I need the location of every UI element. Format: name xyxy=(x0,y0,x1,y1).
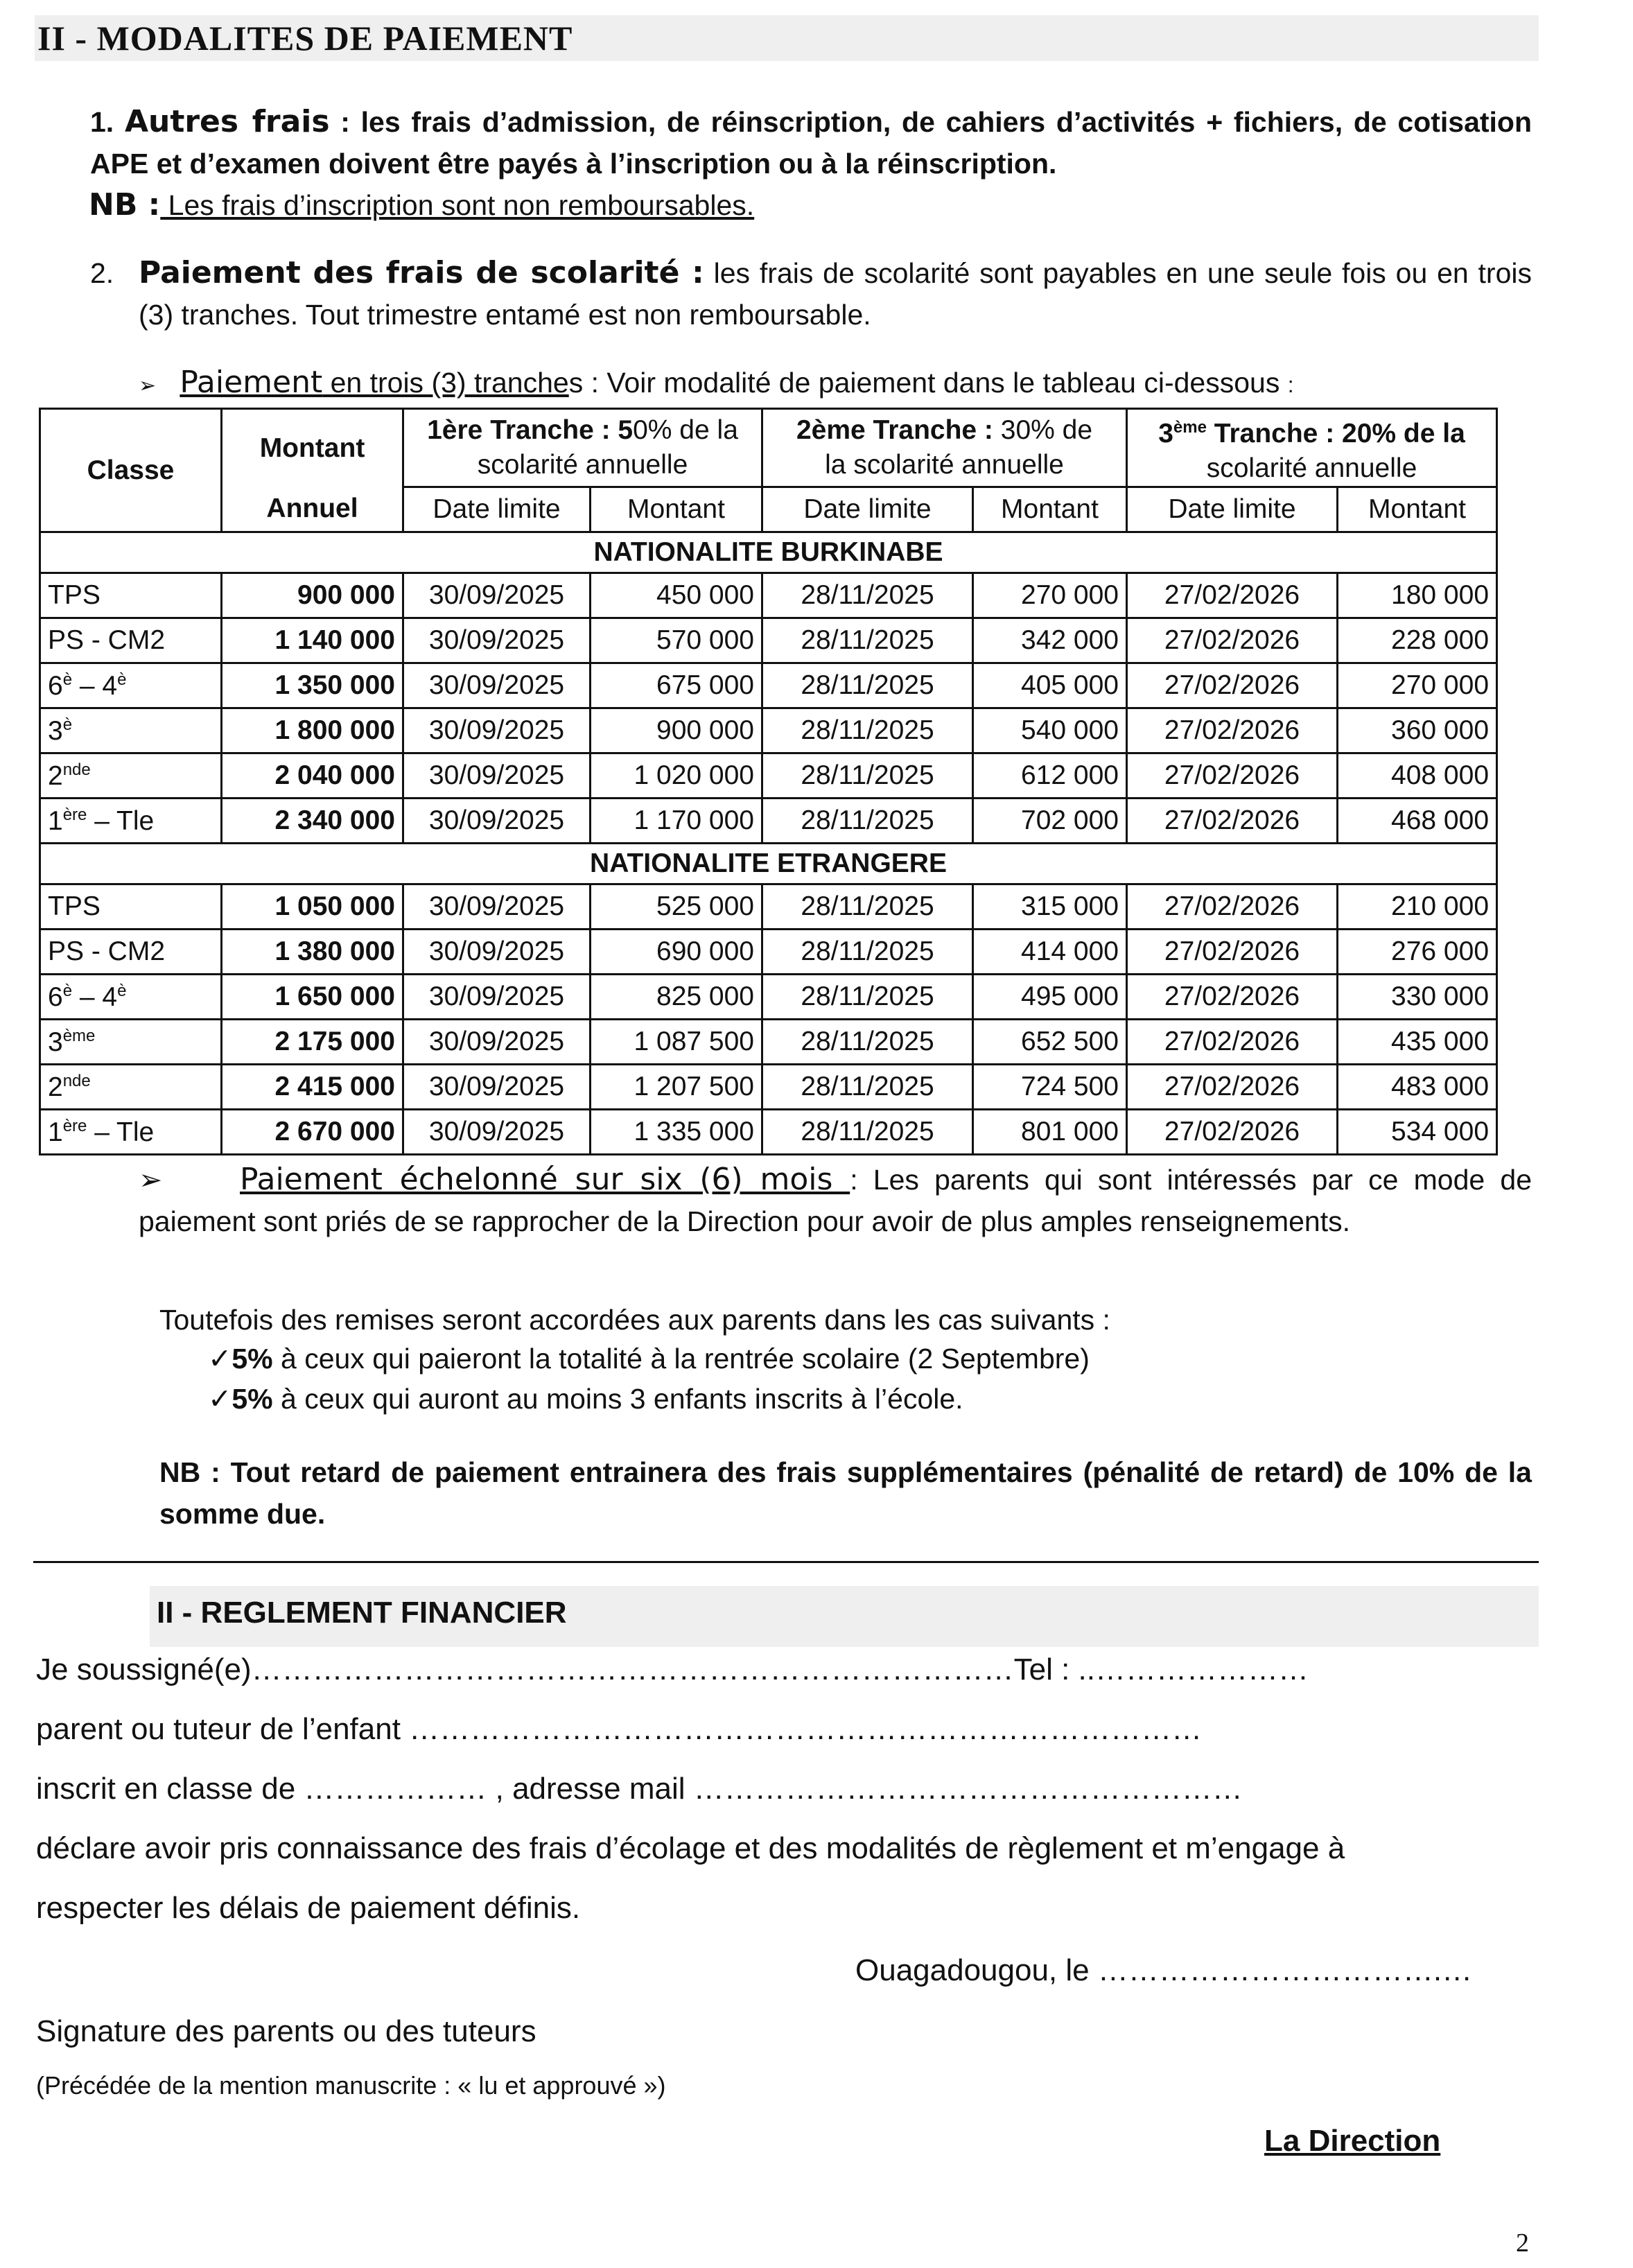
cell-classe xyxy=(40,975,222,1020)
cell-classe xyxy=(40,753,222,799)
header-montant-sub: Montant xyxy=(591,487,762,532)
cell-classe xyxy=(40,573,222,618)
header-tranche-3 xyxy=(1127,409,1497,487)
cell-montant-annuel: 2 670 000 xyxy=(222,1110,403,1155)
bullet-text: : Les parents qui sont intéressés par ce mode de paiement sont priés de se rapprocher de la Direction pour avoir de plus amples renseignements. xyxy=(139,1164,1532,1237)
classe-text: PS - CM2 xyxy=(48,936,166,966)
cell-classe xyxy=(40,884,222,930)
classe-sup: è xyxy=(62,715,73,734)
classe-text: TPS xyxy=(48,580,101,610)
cell-montant-2: 342 000 xyxy=(973,618,1127,663)
classe-sup: ème xyxy=(62,1026,96,1045)
cell-montant-2: 270 000 xyxy=(973,573,1127,618)
cell-date-limite-1: 30/09/2025 xyxy=(403,618,591,663)
classe-text: 6 xyxy=(48,670,63,701)
cell-classe xyxy=(40,663,222,708)
header-tranche-1-label: 1ère Tranche : 5 xyxy=(427,415,634,445)
cell-date-limite-2: 28/11/2025 xyxy=(762,930,973,975)
cell-montant-1: 450 000 xyxy=(591,573,762,618)
header-date-limite: Date limite xyxy=(1127,487,1338,532)
cell-date-limite-1: 30/09/2025 xyxy=(403,753,591,799)
classe-text: TPS xyxy=(48,891,101,921)
cell-date-limite-1: 30/09/2025 xyxy=(403,884,591,930)
item-colon: : xyxy=(329,106,350,138)
table-row xyxy=(40,753,1497,799)
item-number: 1. xyxy=(90,106,114,138)
cell-date-limite-3: 27/02/2026 xyxy=(1127,618,1338,663)
cell-date-limite-1: 30/09/2025 xyxy=(403,1020,591,1065)
cell-montant-1: 675 000 xyxy=(591,663,762,708)
cell-montant-annuel: 900 000 xyxy=(222,573,403,618)
cell-date-limite-3: 27/02/2026 xyxy=(1127,1110,1338,1155)
cell-date-limite-3: 27/02/2026 xyxy=(1127,799,1338,844)
cell-montant-3: 228 000 xyxy=(1338,618,1497,663)
item-text: les frais de scolarité sont payables en une seule fois ou en trois (3) tranches. Tout trimestre entamé est non remboursable. xyxy=(139,257,1532,331)
table-row xyxy=(40,930,1497,975)
cell-classe xyxy=(40,930,222,975)
cell-date-limite-2: 28/11/2025 xyxy=(762,708,973,753)
form-line-parent: parent ou tuteur de l’enfant …………………………………………………………………… xyxy=(36,1712,1203,1746)
cell-montant-1: 1 207 500 xyxy=(591,1065,762,1110)
cell-montant-1: 900 000 xyxy=(591,708,762,753)
header-annuel: Annuel xyxy=(222,487,403,532)
cell-date-limite-1: 30/09/2025 xyxy=(403,975,591,1020)
cell-date-limite-2: 28/11/2025 xyxy=(762,975,973,1020)
signature-label: Signature des parents ou des tuteurs xyxy=(36,2014,536,2048)
cell-montant-2: 702 000 xyxy=(973,799,1127,844)
classe-sup: ère xyxy=(62,1116,87,1135)
bullet-label: Paiement xyxy=(180,365,323,400)
cell-montant-3: 330 000 xyxy=(1338,975,1497,1020)
cell-montant-2: 315 000 xyxy=(973,884,1127,930)
section-title: NATIONALITE BURKINABE xyxy=(40,532,1497,573)
cell-montant-annuel: 2 415 000 xyxy=(222,1065,403,1110)
cell-montant-2: 495 000 xyxy=(973,975,1127,1020)
table-row xyxy=(40,799,1497,844)
discounts-intro: Toutefois des remises seront accordées aux parents dans les cas suivants : xyxy=(159,1304,1110,1336)
fees-table xyxy=(39,408,1498,1155)
cell-date-limite-1: 30/09/2025 xyxy=(403,708,591,753)
cell-classe xyxy=(40,1110,222,1155)
cell-montant-1: 1 335 000 xyxy=(591,1110,762,1155)
cell-date-limite-2: 28/11/2025 xyxy=(762,884,973,930)
cell-date-limite-1: 30/09/2025 xyxy=(403,1065,591,1110)
header-tranche-2-pct: 30% de xyxy=(1000,415,1093,445)
classe-sup: ère xyxy=(62,805,87,824)
cell-montant-1: 1 170 000 xyxy=(591,799,762,844)
classe-tail: – Tle xyxy=(87,805,155,836)
classe-text: PS - CM2 xyxy=(48,625,166,655)
cell-date-limite-2: 28/11/2025 xyxy=(762,663,973,708)
cell-date-limite-3: 27/02/2026 xyxy=(1127,1065,1338,1110)
cell-date-limite-2: 28/11/2025 xyxy=(762,573,973,618)
discount-text: à ceux qui paieront la totalité à la rentrée scolaire (2 Septembre) xyxy=(272,1343,1090,1375)
table-row xyxy=(40,1110,1497,1155)
classe-text: 2 xyxy=(48,1072,63,1102)
cell-montant-annuel: 1 800 000 xyxy=(222,708,403,753)
classe-text: 3 xyxy=(48,715,63,746)
header-tranche-3-num: 3 xyxy=(1158,418,1173,448)
table-row xyxy=(40,573,1497,618)
cell-montant-2: 724 500 xyxy=(973,1065,1127,1110)
cell-date-limite-1: 30/09/2025 xyxy=(403,1110,591,1155)
item-autres-frais xyxy=(90,101,1532,184)
table-row xyxy=(40,663,1497,708)
cell-date-limite-3: 27/02/2026 xyxy=(1127,884,1338,930)
cell-date-limite-1: 30/09/2025 xyxy=(403,663,591,708)
cell-montant-annuel: 2 175 000 xyxy=(222,1020,403,1065)
cell-montant-3: 435 000 xyxy=(1338,1020,1497,1065)
cell-montant-annuel: 1 380 000 xyxy=(222,930,403,975)
header-tranche-1-pct: 0% de la xyxy=(633,415,738,445)
classe-sup: nde xyxy=(62,760,91,779)
cell-classe xyxy=(40,799,222,844)
cell-montant-annuel: 1 140 000 xyxy=(222,618,403,663)
cell-date-limite-2: 28/11/2025 xyxy=(762,799,973,844)
form-line-respect: respecter les délais de paiement définis. xyxy=(36,1891,581,1925)
nb-text: Les frais d’inscription sont non remboursables. xyxy=(160,189,755,221)
cell-montant-3: 360 000 xyxy=(1338,708,1497,753)
direction-signature: La Direction xyxy=(1264,2124,1441,2158)
classe-tail: – 4 xyxy=(72,670,118,701)
cell-date-limite-1: 30/09/2025 xyxy=(403,799,591,844)
bullet-label: Paiement échelonné sur six (6) mois xyxy=(240,1162,850,1197)
table-row xyxy=(40,1020,1497,1065)
section-title: NATIONALITE ETRANGERE xyxy=(40,844,1497,884)
arrow-bullet-icon: ➢ xyxy=(139,374,157,397)
header-montant-sub: Montant xyxy=(1338,487,1497,532)
bullet-colon: : xyxy=(1287,372,1294,397)
item-text: les frais d’admission, de réinscription, de cahiers d’activités + fichiers, de cotisation APE et d’examen doivent être payés à l’inscription ou à la réinscription. xyxy=(90,106,1532,180)
header-tranche-2-sub: la scolarité annuelle xyxy=(825,450,1064,480)
cell-montant-3: 468 000 xyxy=(1338,799,1497,844)
cell-montant-annuel: 1 050 000 xyxy=(222,884,403,930)
cell-classe xyxy=(40,1065,222,1110)
cell-montant-2: 801 000 xyxy=(973,1110,1127,1155)
cell-montant-3: 534 000 xyxy=(1338,1110,1497,1155)
cell-montant-annuel: 2 040 000 xyxy=(222,753,403,799)
cell-montant-1: 570 000 xyxy=(591,618,762,663)
header-tranche-1-sub: scolarité annuelle xyxy=(477,450,688,480)
cell-date-limite-3: 27/02/2026 xyxy=(1127,930,1338,975)
header-tranche-3-label: Tranche : 20% de la xyxy=(1206,418,1465,448)
table-row xyxy=(40,884,1497,930)
cell-date-limite-3: 27/02/2026 xyxy=(1127,975,1338,1020)
classe-text: 2 xyxy=(48,760,63,791)
classe-text: 1 xyxy=(48,1117,63,1147)
item-number: 2. xyxy=(90,257,114,289)
cell-montant-3: 270 000 xyxy=(1338,663,1497,708)
cell-date-limite-1: 30/09/2025 xyxy=(403,573,591,618)
header-tranche-3-sub: scolarité annuelle xyxy=(1206,453,1417,483)
discount-item xyxy=(208,1378,963,1420)
place-date: Ouagadougou, le …………………………….… xyxy=(855,1953,1473,1987)
cell-montant-1: 1 020 000 xyxy=(591,753,762,799)
cell-montant-2: 612 000 xyxy=(973,753,1127,799)
cell-date-limite-3: 27/02/2026 xyxy=(1127,573,1338,618)
cell-montant-3: 276 000 xyxy=(1338,930,1497,975)
classe-sup: è xyxy=(62,670,73,689)
cell-date-limite-3: 27/02/2026 xyxy=(1127,708,1338,753)
cell-montant-3: 483 000 xyxy=(1338,1065,1497,1110)
page-title: II - MODALITES DE PAIEMENT xyxy=(37,19,573,58)
classe-sup: è xyxy=(62,981,73,1000)
cell-classe xyxy=(40,1020,222,1065)
cell-classe xyxy=(40,708,222,753)
table-row xyxy=(40,618,1497,663)
header-montant-sub: Montant xyxy=(973,487,1127,532)
cell-montant-3: 180 000 xyxy=(1338,573,1497,618)
cell-date-limite-1: 30/09/2025 xyxy=(403,930,591,975)
header-classe: Classe xyxy=(40,409,222,532)
bullet-text: : Voir modalité de paiement dans le tableau ci-dessous xyxy=(583,367,1288,399)
bullet-trois-tranches xyxy=(139,362,1294,407)
cell-montant-annuel: 2 340 000 xyxy=(222,799,403,844)
nb-retard-paiement: NB : Tout retard de paiement entrainera des frais supplémentaires (pénalité de retard) de 10% de la somme due. xyxy=(159,1456,1532,1530)
cell-date-limite-2: 28/11/2025 xyxy=(762,1110,973,1155)
cell-date-limite-2: 28/11/2025 xyxy=(762,753,973,799)
cell-montant-2: 652 500 xyxy=(973,1020,1127,1065)
item-paiement-scolarite xyxy=(139,252,1532,335)
cell-montant-annuel: 1 650 000 xyxy=(222,975,403,1020)
classe-text: 6 xyxy=(48,982,63,1012)
cell-montant-2: 405 000 xyxy=(973,663,1127,708)
signature-mention: (Précédée de la mention manuscrite : « lu et approuvé ») xyxy=(36,2071,666,2100)
table-row xyxy=(40,708,1497,753)
form-line-declaration: déclare avoir pris connaissance des frais d’écolage et des modalités de règlement et m’engage à xyxy=(36,1831,1345,1865)
form-line-soussigne: Je soussigné(e)…………………………………………………………………Tel : ..………………… xyxy=(36,1652,1309,1686)
check-icon: ✓ xyxy=(208,1343,232,1375)
discount-text: à ceux qui auront au moins 3 enfants inscrits à l’école. xyxy=(272,1383,963,1415)
section-etrangere xyxy=(40,844,1497,1155)
section-burkinabe xyxy=(40,532,1497,844)
header-tranche-3-sup: ème xyxy=(1173,417,1207,437)
form-line-classe-mail: inscrit en classe de ……………… , adresse mail ……………………………………………… xyxy=(36,1772,1243,1806)
discount-pct: 5% xyxy=(232,1383,273,1415)
cell-date-limite-3: 27/02/2026 xyxy=(1127,1020,1338,1065)
cell-montant-1: 525 000 xyxy=(591,884,762,930)
classe-tail: – Tle xyxy=(87,1117,155,1147)
cell-montant-1: 825 000 xyxy=(591,975,762,1020)
section-2-title: II - REGLEMENT FINANCIER xyxy=(157,1596,567,1630)
cell-montant-1: 1 087 500 xyxy=(591,1020,762,1065)
cell-date-limite-2: 28/11/2025 xyxy=(762,1020,973,1065)
cell-montant-annuel: 1 350 000 xyxy=(222,663,403,708)
cell-date-limite-3: 27/02/2026 xyxy=(1127,753,1338,799)
item-heading: Autres frais xyxy=(124,104,330,139)
classe-sup: è xyxy=(117,981,127,1000)
bullet-label-rest: en trois (3) tranche xyxy=(322,367,569,399)
check-icon: ✓ xyxy=(208,1383,232,1415)
discount-pct: 5% xyxy=(232,1343,273,1375)
cell-date-limite-3: 27/02/2026 xyxy=(1127,663,1338,708)
cell-montant-2: 540 000 xyxy=(973,708,1127,753)
header-tranche-2 xyxy=(762,409,1127,487)
bullet-label-tail: s xyxy=(568,367,584,399)
header-tranche-1 xyxy=(403,409,762,487)
item-heading: Paiement des frais de scolarité : xyxy=(139,255,704,290)
bullet-echelonne xyxy=(139,1159,1532,1242)
cell-montant-2: 414 000 xyxy=(973,930,1127,975)
cell-montant-3: 408 000 xyxy=(1338,753,1497,799)
header-tranche-2-label: 2ème Tranche : xyxy=(796,415,1001,445)
classe-sup: nde xyxy=(62,1071,91,1090)
classe-text: 1 xyxy=(48,805,63,836)
cell-date-limite-2: 28/11/2025 xyxy=(762,1065,973,1110)
cell-montant-1: 690 000 xyxy=(591,930,762,975)
header-date-limite: Date limite xyxy=(762,487,973,532)
arrow-bullet-icon: ➢ xyxy=(139,1164,163,1196)
cell-classe xyxy=(40,618,222,663)
classe-sup: è xyxy=(117,670,127,689)
nb-non-remboursable xyxy=(89,184,754,226)
section-divider xyxy=(33,1561,1539,1563)
cell-montant-3: 210 000 xyxy=(1338,884,1497,930)
table-row xyxy=(40,1065,1497,1110)
classe-text: 3 xyxy=(48,1027,63,1057)
table-row xyxy=(40,975,1497,1020)
header-montant: Montant xyxy=(222,409,403,487)
classe-tail: – 4 xyxy=(72,982,118,1012)
discount-item xyxy=(208,1338,1090,1379)
header-date-limite: Date limite xyxy=(403,487,591,532)
nb-label: NB : xyxy=(89,187,161,223)
page-number: 2 xyxy=(1516,2228,1529,2258)
cell-date-limite-2: 28/11/2025 xyxy=(762,618,973,663)
